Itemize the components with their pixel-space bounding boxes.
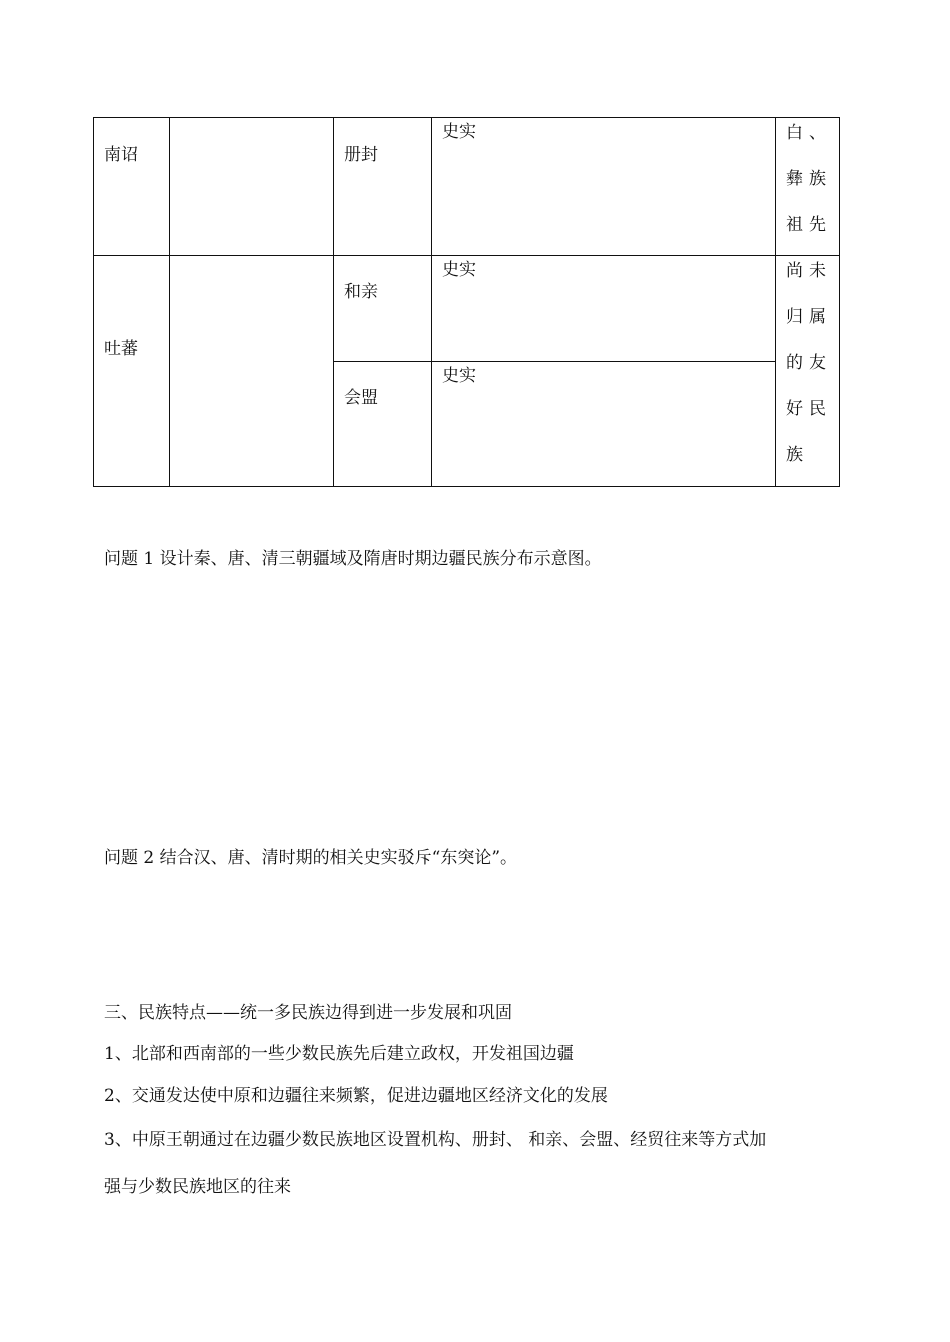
fact-label: 史实 xyxy=(442,260,476,280)
table-col-divider xyxy=(775,118,776,486)
list-item: 2、交通发达使中原和边疆往来频繁，促进边疆地区经济文化的发展 xyxy=(104,1086,608,1106)
list-item-continuation: 强与少数民族地区的往来 xyxy=(104,1177,291,1197)
ethnic-policy-table xyxy=(93,117,840,487)
table-col-divider xyxy=(431,118,432,486)
question-1: 问题 1 设计秦、唐、清三朝疆域及隋唐时期边疆民族分布示意图。 xyxy=(104,549,602,569)
policy-method-cell: 会盟 xyxy=(344,388,378,408)
list-item: 3、中原王朝通过在边疆少数民族地区设置机构、册封、 和亲、会盟、经贸往来等方式加 xyxy=(104,1130,767,1150)
ethnic-note-cell: 尚未归属的友好民族 xyxy=(786,261,832,465)
question-2: 问题 2 结合汉、唐、清时期的相关史实驳斥“东突论”。 xyxy=(104,848,518,868)
region-cell: 南诏 xyxy=(104,145,138,165)
list-item: 1、北部和西南部的一些少数民族先后建立政权，开发祖国边疆 xyxy=(104,1044,574,1064)
table-col-divider xyxy=(333,118,334,486)
policy-method-cell: 册封 xyxy=(344,145,378,165)
table-row-divider xyxy=(333,361,775,362)
ethnic-note-cell: 白、彝族祖先 xyxy=(786,123,832,235)
fact-label: 史实 xyxy=(442,122,476,142)
region-cell: 吐蕃 xyxy=(104,339,138,359)
policy-method-cell: 和亲 xyxy=(344,282,378,302)
section-heading: 三、民族特点——统一多民族边得到进一步发展和巩固 xyxy=(104,1003,512,1023)
table-col-divider xyxy=(169,118,170,486)
table-row-divider xyxy=(94,255,839,256)
fact-label: 史实 xyxy=(442,366,476,386)
